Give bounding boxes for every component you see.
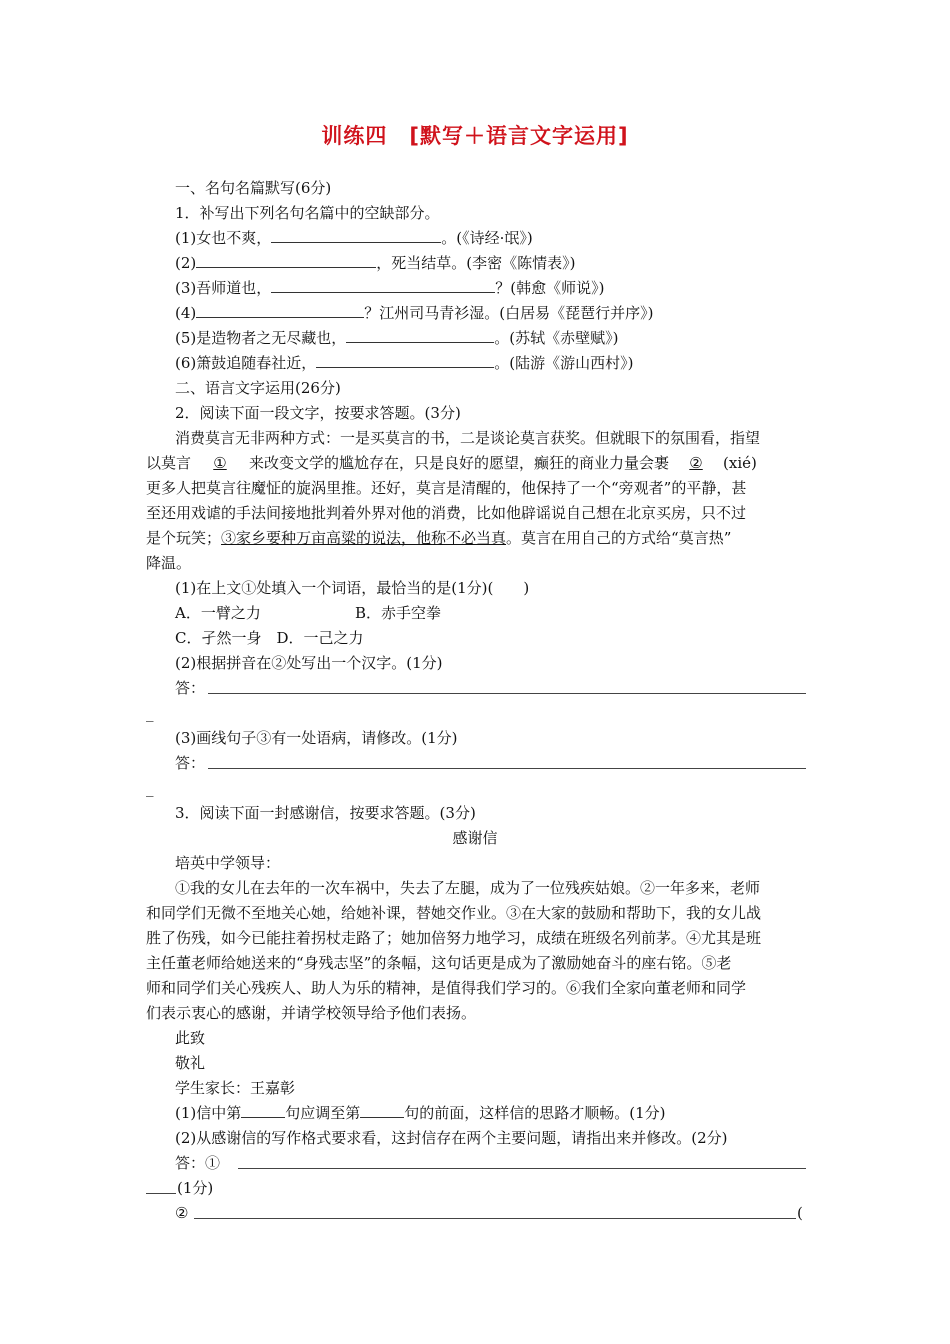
- passage-line: 以莫言 ① 来改变文学的尴尬存在，只是良好的愿望，癫狂的商业力量会裹 ② (xié): [146, 454, 757, 472]
- answer-line-tail: _: [146, 704, 154, 722]
- recite-item-5: (5)是造物者之无尽藏也， 。(苏轼《赤壁赋》): [175, 329, 619, 347]
- recite-item-6: (6)箫鼓追随春社近， 。(陆游《游山西村》): [175, 354, 634, 372]
- recite-item-3: (3)吾师道也， ？(韩愈《师说》): [175, 279, 605, 297]
- letter-body-line: 和同学们无微不至地关心她，给她补课，替她交作业。③在大家的鼓励和帮助下，我的女儿战: [146, 904, 762, 922]
- answer-label: 答：: [175, 754, 206, 772]
- passage-line: 是个玩笑；③家乡要种万亩高粱的说法，他称不必当真。莫言在用自己的方式给“莫言热”: [146, 529, 732, 547]
- section1-header: 一、名句名篇默写(6分): [175, 179, 332, 197]
- answer-line[interactable]: [194, 1218, 796, 1219]
- question-3: 3．阅读下面一封感谢信，按要求答题。(3分): [175, 804, 476, 822]
- page-title: 训练四 [默写＋语言文字运用]: [321, 124, 629, 148]
- fill-blank[interactable]: [196, 253, 376, 268]
- answer-line[interactable]: [146, 1193, 176, 1194]
- subquestion-1: (1)在上文①处填入一个词语，最恰当的是(1分)( ): [175, 579, 530, 597]
- answer-line[interactable]: [238, 1168, 806, 1169]
- option-a[interactable]: A．一臂之力: [175, 604, 261, 622]
- score-label: (1分): [177, 1179, 214, 1197]
- passage-line: 至还用戏谑的手法间接地批判着外界对他的消费，比如他辟谣说自己想在北京买房，只不过: [146, 504, 747, 522]
- option-c-d[interactable]: C．孑然一身 D．一己之力: [175, 629, 364, 647]
- answer-label: 答：: [175, 679, 206, 697]
- option-b[interactable]: B．赤手空拳: [355, 604, 442, 622]
- answer-line-tail: _: [146, 779, 154, 797]
- fill-blank[interactable]: [196, 303, 364, 318]
- answer-line[interactable]: [208, 693, 806, 694]
- subquestion-2: (2)根据拼音在②处写出一个汉字。(1分): [175, 654, 443, 672]
- recite-item-1: (1)女也不爽， 。(《诗经·氓》): [175, 229, 533, 247]
- letter-body-line: 们表示衷心的感谢，并请学校领导给予他们表扬。: [146, 1004, 477, 1022]
- section2-header: 二、语言文字运用(26分): [175, 379, 341, 397]
- letter-question-2: (2)从感谢信的写作格式要求看，这封信存在两个主要问题，请指出来并修改。(2分): [175, 1129, 728, 1147]
- letter-body-line: 主任董老师给她送来的“身残志坚”的条幅，这句话更是成为了激励她奋斗的座右铭。⑤老: [146, 954, 732, 972]
- fill-blank[interactable]: [241, 1103, 285, 1118]
- letter-body-line: 胜了伤残，如今已能拄着拐杖走路了；她加倍努力地学习，成绩在班级名列前茅。④尤其是班: [146, 929, 762, 947]
- question-1: 1．补写出下列名句名篇中的空缺部分。: [175, 204, 440, 222]
- fill-blank[interactable]: [346, 328, 494, 343]
- recite-item-2: (2) ，死当结草。(李密《陈情表》): [175, 254, 576, 272]
- letter-salutation: 培英中学领导：: [175, 854, 281, 872]
- letter-signature: 学生家长：王嘉彰: [175, 1079, 296, 1097]
- fill-blank[interactable]: [316, 353, 494, 368]
- passage-line: 降温。: [146, 554, 192, 572]
- fill-blank[interactable]: [271, 278, 495, 293]
- blank-marker-1[interactable]: ①: [213, 454, 227, 472]
- fill-blank[interactable]: [360, 1103, 404, 1118]
- recite-item-4: (4) ？江州司马青衫湿。(白居易《琵琶行并序》): [175, 304, 654, 322]
- trailing-paren: (: [797, 1204, 803, 1222]
- letter-closing-1: 此致: [175, 1029, 206, 1047]
- passage-line: 消费莫言无非两种方式：一是买莫言的书，二是谈论莫言获奖。但就眼下的氛围看，指望: [175, 429, 761, 447]
- underlined-sentence: ③家乡要种万亩高粱的说法，他称不必当真: [221, 529, 507, 547]
- answer-label: 答：①: [175, 1154, 221, 1172]
- letter-body-line: ①我的女儿在去年的一次车祸中，失去了左腿，成为了一位残疾姑娘。②一年多来，老师: [175, 879, 761, 897]
- letter-question-1: (1)信中第 句应调至第 句的前面，这样信的思路才顺畅。(1分): [175, 1104, 666, 1122]
- letter-body-line: 师和同学们关心残疾人、助人为乐的精神，是值得我们学习的。⑥我们全家向董老师和同学: [146, 979, 747, 997]
- blank-marker-2[interactable]: ②: [689, 454, 703, 472]
- letter-title: 感谢信: [452, 829, 498, 847]
- question-2: 2．阅读下面一段文字，按要求答题。(3分): [175, 404, 461, 422]
- fill-blank[interactable]: [271, 228, 441, 243]
- passage-line: 更多人把莫言往魔怔的旋涡里推。还好，莫言是清醒的，他保持了一个“旁观者”的平静，甚: [146, 479, 747, 497]
- subquestion-3: (3)画线句子③有一处语病，请修改。(1分): [175, 729, 458, 747]
- letter-closing-2: 敬礼: [175, 1054, 206, 1072]
- answer-label-2: ②: [175, 1204, 189, 1222]
- answer-line[interactable]: [208, 768, 806, 769]
